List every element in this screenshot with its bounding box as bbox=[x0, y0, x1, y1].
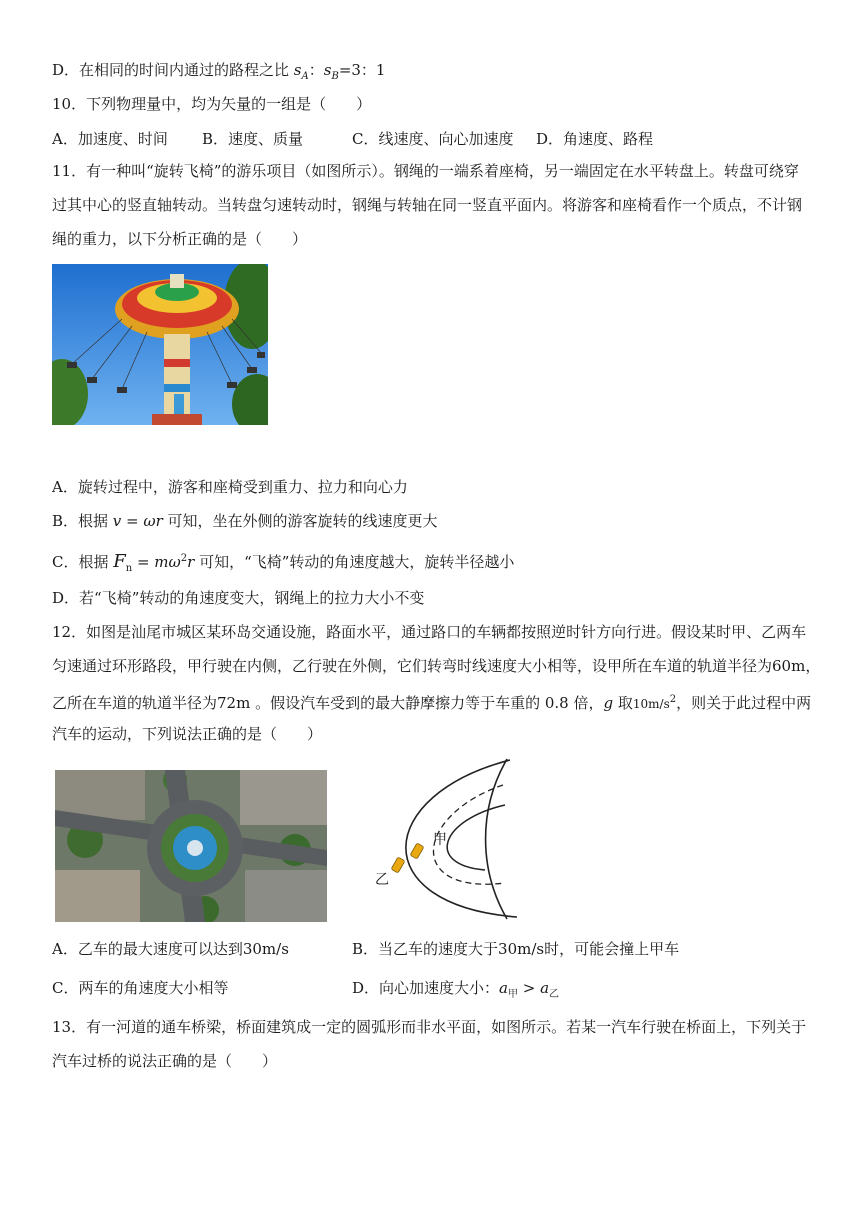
q11-option-a: A．旋转过程中，游客和座椅受到重力、拉力和向心力 bbox=[52, 478, 408, 496]
q12-stem-line4: 汽车的运动，下列说法正确的是（ ） bbox=[52, 725, 323, 743]
q13-stem-line2: 汽车过桥的说法正确的是（ ） bbox=[52, 1052, 278, 1070]
q9-option-d: D．在相同的时间内通过的路程之比 $s_A$：$s_B=3$：1 bbox=[52, 61, 386, 82]
label-yi: 乙 bbox=[375, 872, 389, 888]
q11-option-b: B．根据 v = ωr 可知，坐在外侧的游客旋转的线速度更大 bbox=[52, 512, 438, 530]
label-jia: 甲 bbox=[433, 832, 447, 848]
q12-stem-line1: 12．如图是汕尾市城区某环岛交通设施，路面水平，通过路口的车辆都按照逆时针方向行进。假设某时甲、乙两车 bbox=[52, 623, 807, 641]
q11-option-d: D．若“飞椅”转动的角速度变大，钢绳上的拉力大小不变 bbox=[52, 589, 425, 607]
q12-option-c: C．两车的角速度大小相等 bbox=[52, 979, 229, 997]
q10-option-c: C．线速度、向心加速度 bbox=[352, 130, 514, 148]
q10-option-a: A．加速度、时间 bbox=[52, 130, 168, 148]
q10-stem: 10．下列物理量中，均为矢量的一组是（ ） bbox=[52, 95, 372, 113]
q11-stem-line2: 过其中心的竖直轴转动。当转盘匀速转动时，钢绳与转轴在同一竖直平面内。将游客和座椅看作一个质点，不计钢 bbox=[52, 196, 803, 214]
q10-option-b: B．速度、质量 bbox=[202, 130, 304, 148]
q11-stem-line3: 绳的重力，以下分析正确的是（ ） bbox=[52, 230, 308, 248]
q10-option-d: D．角速度、路程 bbox=[536, 130, 654, 148]
lane-diagram bbox=[365, 755, 535, 925]
q12-stem-line2: 匀速通过环形路段，甲行驶在内侧，乙行驶在外侧，它们转弯时线速度大小相等，设甲所在车道的轨道半径为60m， bbox=[52, 657, 821, 675]
q10-options bbox=[52, 128, 653, 149]
q11-option-c: C．根据 $F_n = m\omega^2r$ 可知，“飞椅”转动的角速度越大，旋转半径越小 bbox=[52, 551, 515, 574]
q13-stem-line1: 13．有一河道的通车桥梁，桥面建筑成一定的圆弧形而非水平面，如图所示。若某一汽车行驶在桥面上，下列关于 bbox=[52, 1018, 807, 1036]
q12-option-b: B．当乙车的速度大于30m/s时，可能会撞上甲车 bbox=[352, 940, 680, 958]
q12-option-d: D．向心加速度大小：$a_甲 > a_乙$ bbox=[352, 979, 560, 1000]
flying-chair-photo bbox=[52, 264, 268, 425]
q11-stem-line1: 11．有一种叫“旋转飞椅”的游乐项目（如图所示）。钢绳的一端系着座椅，另一端固定在水平转盘上。转盘可绕穿 bbox=[52, 162, 799, 180]
q12-stem-line3: 乙所在车道的轨道半径为72m 。假设汽车受到的最大静摩擦力等于车重的 0.8 倍，g 取$10m/s^2$，则关于此过程中两 bbox=[52, 694, 812, 712]
q12-option-a: A．乙车的最大速度可以达到30m/s bbox=[52, 940, 289, 958]
roundabout-aerial-photo bbox=[55, 770, 327, 922]
